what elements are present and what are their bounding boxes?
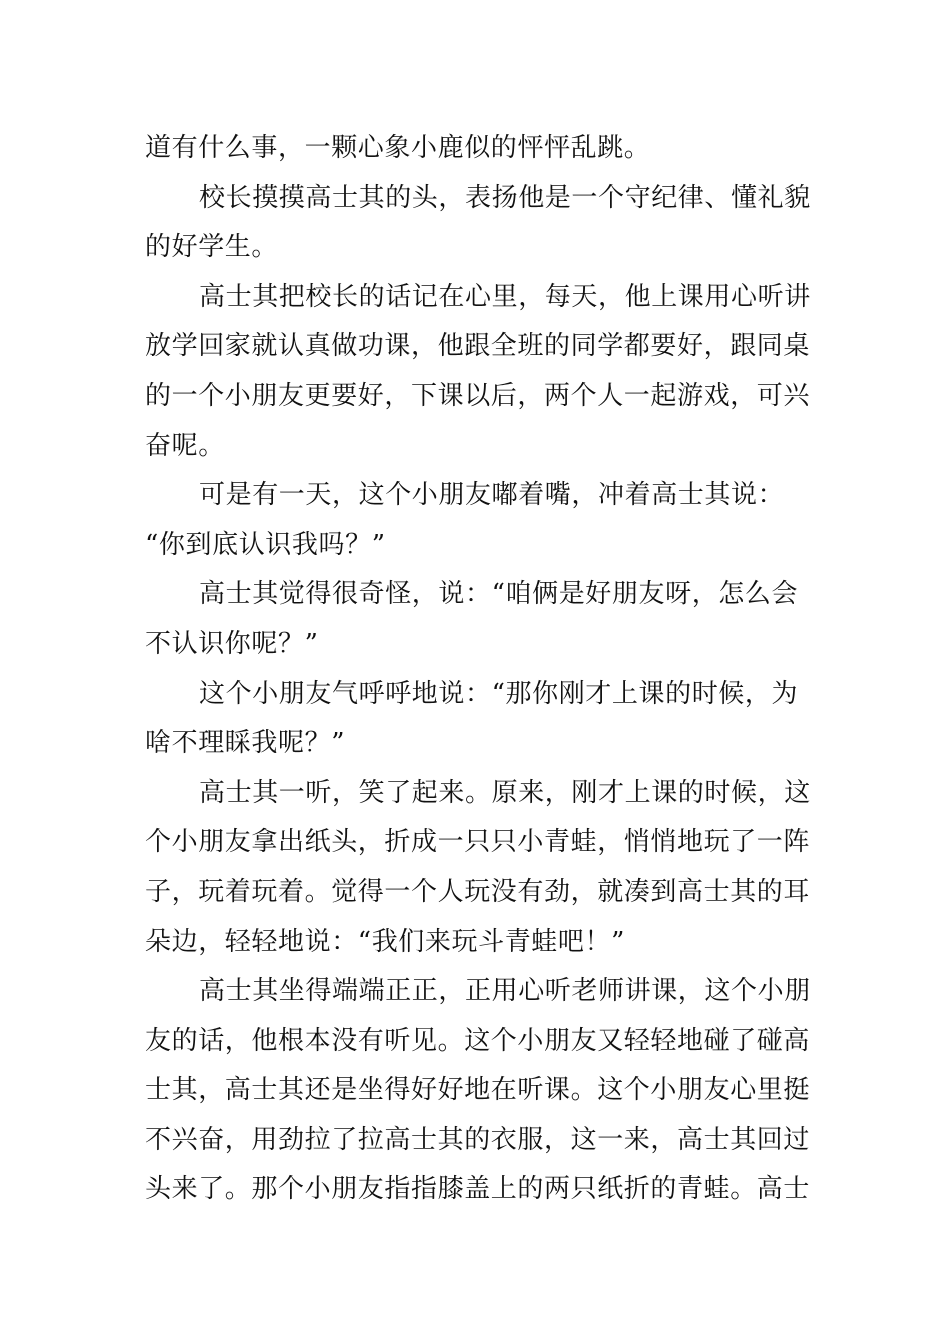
text-line: 校长摸摸高士其的头，表扬他是一个守纪律、懂礼貌 (199, 182, 811, 213)
text-line: 高士其坐得端端正正，正用心听老师讲课，这个小朋 (199, 976, 811, 1007)
text-line: 子，玩着玩着。觉得一个人玩没有劲，就凑到高士其的耳 (145, 876, 811, 907)
text-line: 朵边，轻轻地说：“我们来玩斗青蛙吧！” (145, 926, 625, 957)
text-line: 不认识你呢？” (145, 628, 319, 659)
text-line: 可是有一天，这个小朋友嘟着嘴，冲着高士其说： (199, 480, 785, 511)
text-line: 士其，高士其还是坐得好好地在听课。这个小朋友心里挺 (145, 1075, 811, 1106)
text-line: 这个小朋友气呼呼地说：“那你刚才上课的时候，为 (199, 678, 799, 709)
text-line: “你到底认识我吗？” (145, 529, 386, 560)
text-line: 高士其一听，笑了起来。原来，刚才上课的时候，这 (199, 777, 811, 808)
text-line: 放学回家就认真做功课，他跟全班的同学都要好，跟同桌 (145, 331, 811, 362)
text-line: 的好学生。 (145, 232, 279, 263)
text-line: 头来了。那个小朋友指指膝盖上的两只纸折的青蛙。高士 (145, 1174, 811, 1205)
text-line: 不兴奋，用劲拉了拉高士其的衣服，这一来，高士其回过 (145, 1124, 811, 1155)
text-line: 个小朋友拿出纸头，折成一只只小青蛙，悄悄地玩了一阵 (145, 827, 811, 858)
text-line: 高士其觉得很奇怪，说：“咱俩是好朋友呀，怎么会 (199, 579, 799, 610)
text-line: 高士其把校长的话记在心里，每天，他上课用心听讲 (199, 281, 811, 312)
text-line: 道有什么事，一颗心象小鹿似的怦怦乱跳。 (145, 133, 651, 163)
document-page (145, 124, 809, 1215)
text-line: 奋呢。 (145, 430, 225, 461)
text-line: 的一个小朋友更要好，下课以后，两个人一起游戏，可兴 (145, 380, 811, 411)
text-line: 啥不理睬我呢？” (145, 728, 346, 759)
text-line: 友的话，他根本没有听见。这个小朋友又轻轻地碰了碰高 (145, 1025, 811, 1056)
